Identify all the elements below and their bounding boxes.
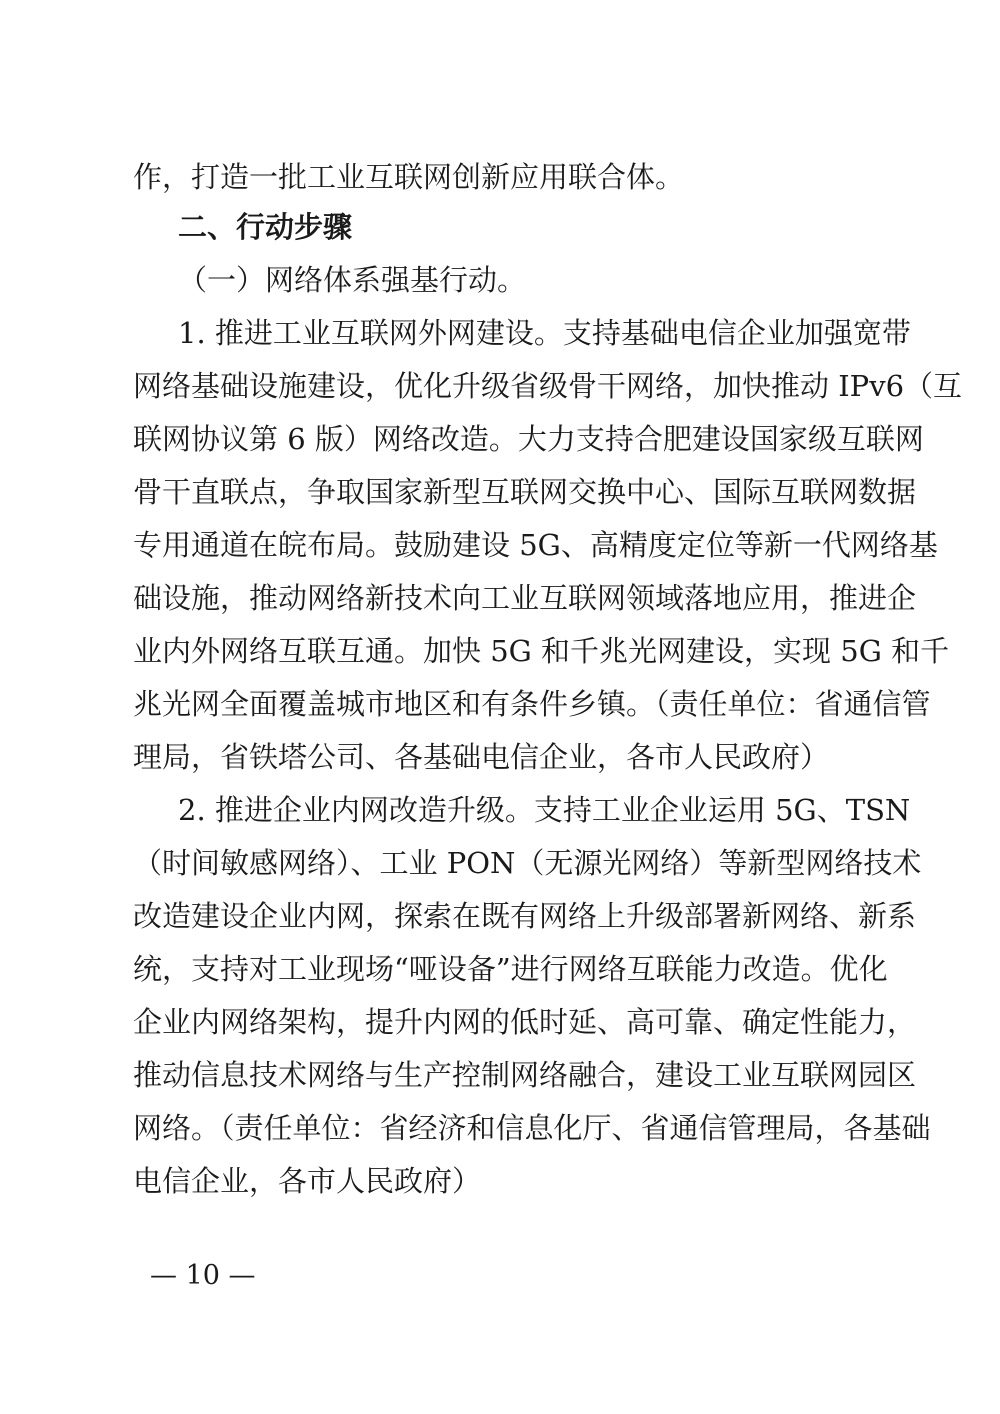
- body-line: 推动信息技术网络与生产控制网络融合，建设工业互联网园区: [133, 1058, 917, 1092]
- body-line: 统，支持对工业现场“哑设备”进行网络互联能力改造。优化: [133, 952, 888, 986]
- body-line: 网络基础设施建设，优化升级省级骨干网络，加快推动 IPv6（互: [133, 369, 963, 403]
- body-line: 骨干直联点，争取国家新型互联网交换中心、国际互联网数据: [133, 475, 917, 509]
- body-line: 改造建设企业内网，探索在既有网络上升级部署新网络、新系: [133, 899, 917, 933]
- paragraph-first-line: 2. 推进企业内网改造升级。支持工业企业运用 5G、TSN: [178, 793, 911, 827]
- section-heading: 二、行动步骤: [178, 210, 353, 244]
- paragraph-first-line: 1. 推进工业互联网外网建设。支持基础电信企业加强宽带: [178, 316, 911, 350]
- body-line: 础设施，推动网络新技术向工业互联网领域落地应用，推进企: [133, 581, 917, 615]
- body-line: （时间敏感网络）、工业 PON（无源光网络）等新型网络技术: [133, 846, 922, 880]
- body-line: 兆光网全面覆盖城市地区和有条件乡镇。（责任单位：省通信管: [133, 687, 931, 721]
- body-line: 作，打造一批工业互联网创新应用联合体。: [133, 160, 685, 194]
- page-number: — 10 —: [150, 1260, 256, 1291]
- subsection-heading: （一）网络体系强基行动。: [178, 263, 527, 297]
- body-line: 业内外网络互联互通。加快 5G 和千兆光网建设，实现 5G 和千: [133, 634, 950, 668]
- body-line: 联网协议第 6 版）网络改造。大力支持合肥建设国家级互联网: [133, 422, 924, 456]
- body-line: 网络。（责任单位：省经济和信息化厅、省通信管理局，各基础: [133, 1111, 931, 1145]
- body-line: 理局，省铁塔公司、各基础电信企业，各市人民政府）: [133, 740, 830, 774]
- body-line: 专用通道在皖布局。鼓励建设 5G、高精度定位等新一代网络基: [133, 528, 938, 562]
- body-line: 企业内网络架构，提升内网的低时延、高可靠、确定性能力，: [133, 1005, 917, 1039]
- body-line: 电信企业，各市人民政府）: [133, 1164, 482, 1198]
